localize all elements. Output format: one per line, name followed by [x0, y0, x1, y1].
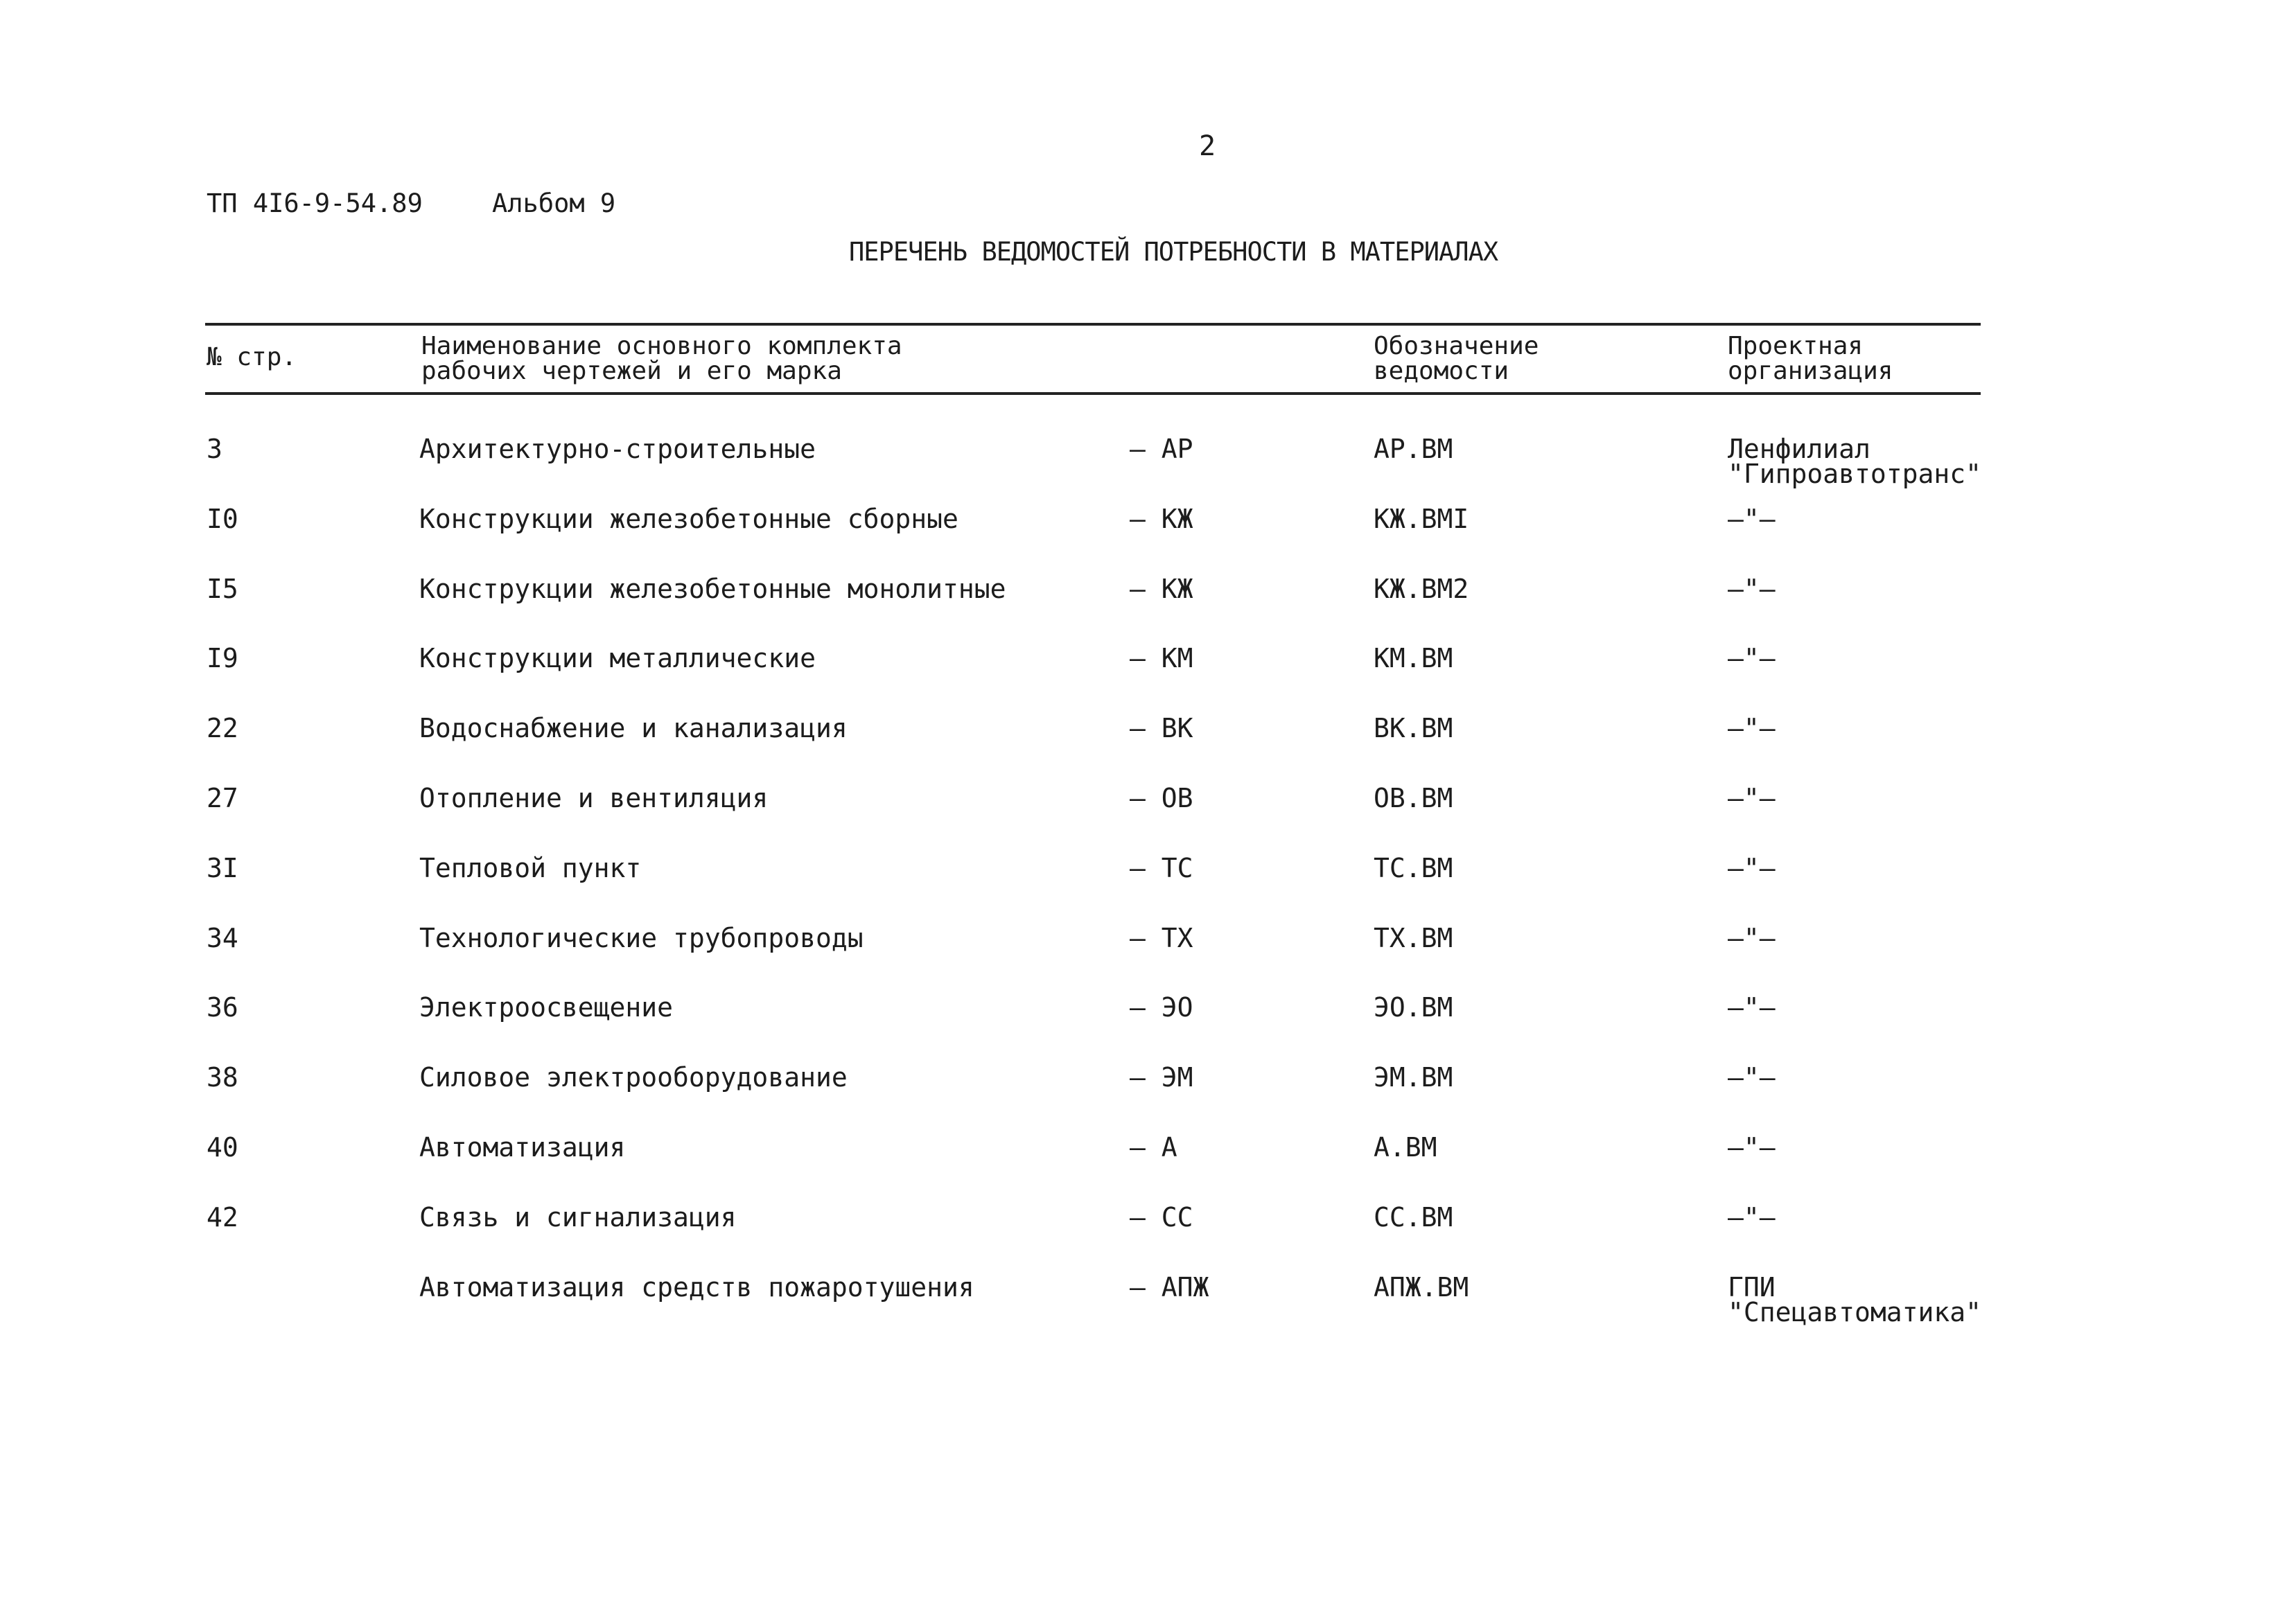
row-set-name: Водоснабжение и канализация — [419, 713, 848, 743]
row-set-name: Конструкции металлические — [419, 643, 816, 673]
table-row — [0, 1202, 2287, 1260]
row-set-mark: – СС — [1130, 1202, 1193, 1233]
row-sheet-code: А.ВМ — [1374, 1132, 1437, 1163]
row-organization: ГПИ "Спецавтоматика" — [1728, 1272, 1982, 1327]
row-organization: –"– — [1728, 923, 1776, 953]
row-page-number: 42 — [207, 1202, 238, 1233]
row-sheet-code: КЖ.ВМI — [1374, 504, 1469, 534]
row-set-name: Силовое электрооборудование — [419, 1062, 848, 1093]
row-sheet-code: АР.ВМ — [1374, 434, 1453, 464]
album-label: Альбом 9 — [492, 188, 616, 218]
table-row — [0, 1272, 2287, 1330]
row-set-name: Связь и сигнализация — [419, 1202, 737, 1233]
row-sheet-code: ТХ.ВМ — [1374, 923, 1453, 953]
table-header-rule — [205, 392, 1981, 395]
row-set-mark: – ЭМ — [1130, 1062, 1193, 1093]
row-sheet-code: ЭО.ВМ — [1374, 992, 1453, 1023]
row-sheet-code: СС.ВМ — [1374, 1202, 1453, 1233]
row-sheet-code: ТС.ВМ — [1374, 853, 1453, 883]
document-title: ПЕРЕЧЕНЬ ВЕДОМОСТЕЙ ПОТРЕБНОСТИ В МАТЕРИАЛАХ — [849, 237, 1498, 267]
header-set-name: Наименование основного комплекта рабочих чертежей и его марка — [421, 332, 902, 385]
table-row — [0, 783, 2287, 841]
row-set-name: Конструкции железобетонные сборные — [419, 504, 958, 534]
row-set-name: Архитектурно-строительные — [419, 434, 816, 464]
row-organization: Ленфилиал "Гипроавтотранс" — [1728, 434, 1982, 489]
row-sheet-code: АПЖ.ВМ — [1374, 1272, 1469, 1303]
row-page-number: 38 — [207, 1062, 238, 1093]
header-organization: Проектная организация — [1728, 332, 1893, 385]
table-row — [0, 506, 2287, 562]
table-row — [0, 643, 2287, 701]
row-organization: –"– — [1728, 1202, 1776, 1233]
row-set-mark: – А — [1130, 1132, 1177, 1163]
table-row — [0, 1132, 2287, 1190]
row-set-name: Автоматизация — [419, 1132, 626, 1163]
row-organization: –"– — [1728, 992, 1776, 1023]
row-set-mark: – АР — [1130, 434, 1193, 464]
row-page-number: I0 — [207, 504, 238, 534]
row-set-mark: – ВК — [1130, 713, 1193, 743]
row-set-mark: – КЖ — [1130, 574, 1193, 604]
row-page-number: 27 — [207, 783, 238, 813]
row-set-mark: – КМ — [1130, 643, 1193, 673]
row-page-number: I5 — [207, 574, 238, 604]
table-row — [0, 923, 2287, 981]
row-set-mark: – ТХ — [1130, 923, 1193, 953]
row-page-number: 3I — [207, 853, 238, 883]
table-row — [0, 436, 2287, 492]
row-sheet-code: КЖ.ВМ2 — [1374, 574, 1469, 604]
header-sheet-code: Обозначение ведомости — [1374, 332, 1539, 385]
row-page-number: 22 — [207, 713, 238, 743]
row-page-number: 36 — [207, 992, 238, 1023]
header-page-number: № стр. — [207, 343, 297, 371]
table-row — [0, 992, 2287, 1050]
row-set-mark: – ЭО — [1130, 992, 1193, 1023]
row-set-name: Технологические трубопроводы — [419, 923, 864, 953]
table-top-rule — [205, 323, 1981, 326]
row-organization: –"– — [1728, 1132, 1776, 1163]
row-page-number: I9 — [207, 643, 238, 673]
table-row — [0, 713, 2287, 771]
row-set-mark: – ТС — [1130, 853, 1193, 883]
row-organization: –"– — [1728, 713, 1776, 743]
row-set-name: Конструкции железобетонные монолитные — [419, 574, 1006, 604]
row-sheet-code: ЭМ.ВМ — [1374, 1062, 1453, 1093]
page-number: 2 — [1199, 130, 1216, 162]
row-page-number: 3 — [207, 434, 222, 464]
row-organization: –"– — [1728, 1062, 1776, 1093]
row-sheet-code: ВК.ВМ — [1374, 713, 1453, 743]
row-organization: –"– — [1728, 853, 1776, 883]
table-row — [0, 1062, 2287, 1120]
row-organization: –"– — [1728, 783, 1776, 813]
table-row — [0, 576, 2287, 632]
row-set-mark: – АПЖ — [1130, 1272, 1209, 1303]
row-sheet-code: КМ.ВМ — [1374, 643, 1453, 673]
row-page-number: 40 — [207, 1132, 238, 1163]
row-organization: –"– — [1728, 643, 1776, 673]
table-row — [0, 853, 2287, 911]
row-organization: –"– — [1728, 574, 1776, 604]
row-set-mark: – ОВ — [1130, 783, 1193, 813]
row-set-mark: – КЖ — [1130, 504, 1193, 534]
row-sheet-code: ОВ.ВМ — [1374, 783, 1453, 813]
row-set-name: Тепловой пункт — [419, 853, 642, 883]
row-set-name: Отопление и вентиляция — [419, 783, 769, 813]
row-set-name: Электроосвещение — [419, 992, 674, 1023]
document-code: ТП 4I6-9-54.89 — [207, 188, 423, 218]
row-set-name: Автоматизация средств пожаротушения — [419, 1272, 974, 1303]
row-organization: –"– — [1728, 504, 1776, 534]
row-page-number: 34 — [207, 923, 238, 953]
